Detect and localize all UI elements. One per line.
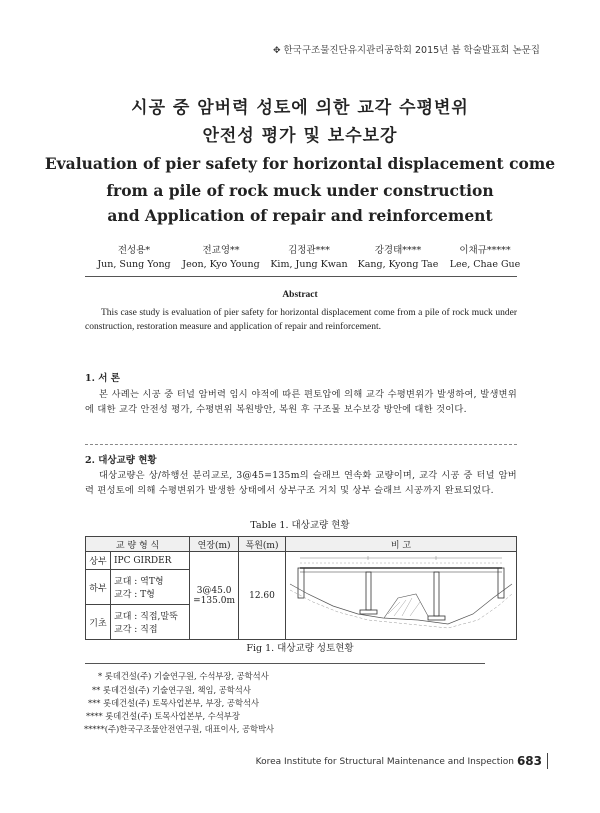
header-ornament-icon: ✥ [272,46,281,56]
author-name-en: Lee, Chae Gue [449,259,521,270]
header-text: 한국구조물진단유지관리공학회 2015년 봄 학술발표회 논문집 [283,45,540,56]
length-cell: 3@45.0 =135.0m [190,552,239,640]
footnote-divider [85,663,485,664]
running-header [273,42,540,56]
table-row [86,552,517,570]
author-name-en: Jun, Sung Yong [97,259,171,270]
author-name-ko: 전교영** [202,245,240,256]
section-1-body: 본 사례는 시공 중 터널 암버력 임시 야적에 따른 편토압에 의해 교각 수평변위가 발생하여, 발생변위에 대한 교각 안전성 평가, 수평변위 복원방안, 복원 후 구조물 보수보강 방안에 대한 것이다. [85,389,517,415]
footer-text: Korea Institute for Structural Maintenance and Inspection [255,757,514,767]
page-number: 683 [516,754,542,768]
english-title-line-2: from a pile of rock muck under construction [106,181,494,200]
korean-title-line-1: 시공 중 암버력 성토에 의한 교각 수평변위 [131,98,469,118]
desc-cell [111,570,190,605]
abstract-heading: Abstract [282,290,318,300]
author-name-en: Kang, Kyong Tae [357,259,439,270]
page-number-bar [547,753,548,769]
author-name-en: Kim, Jung Kwan [270,259,348,270]
divider [85,276,517,277]
author-name-ko: 김정관*** [288,245,330,256]
footnote: ** 롯데건설(주) 기술연구원, 책임, 공학석사 [92,685,251,695]
author-name-ko: 강경태**** [374,245,422,256]
english-title-line-1: Evaluation of pier safety for horizontal displacement come [44,154,556,173]
part-cell: 하부 [86,570,111,605]
desc-cell [111,605,190,640]
part-cell: 기초 [86,605,111,640]
table-header-row [86,537,517,552]
table-header-cell: 연장(m) [190,537,239,552]
desc-cell: IPC GIRDER [111,552,190,570]
section-2-body: 대상교량은 상/하행선 분리교로, 3@45=135m의 슬래브 연속화 교량이며, 교각 시공 중 터널 암버력 편성토에 의해 수평변위가 발생한 상태에서 상부구조 거치 및 상부 슬래브 시공까지 완료되었다. [85,470,517,496]
footnote: * 롯데건설(주) 기술연구원, 수석부장, 공학석사 [98,671,269,681]
footnote: *** 롯데건설(주) 토목사업본부, 부장, 공학석사 [88,698,259,708]
section-2-heading: 2. 대상교량 현황 [85,455,157,466]
abstract-body: This case study is evaluation of pier safety for horizontal displacement come from a pile of rock muck under construction, restoration measure and application of repair and reinforcement. [85,308,517,332]
footnote: *****(주)한국구조물안전연구원, 대표이사, 공학박사 [84,724,275,734]
desc-line: 교대 : 직접,말뚝 [114,612,178,623]
section-divider [85,444,517,445]
bridge-summary-table [85,536,517,640]
table-header-cell: 폭원(m) [239,537,286,552]
footnote: **** 롯데건설(주) 토목사업본부, 수석부장 [86,711,240,721]
section-drawing-cell [286,552,517,640]
author-name-en: Jeon, Kyo Young [182,259,260,270]
korean-title-line-2: 안전성 평가 및 보수보강 [202,126,398,146]
bridge-section-drawing [288,554,514,634]
table-caption: Table 1. 대상교량 현황 [250,520,350,531]
desc-line: 교대 : 역T형 [114,577,164,588]
table-header-cell: 비 고 [286,537,517,552]
desc-line: 교각 : 직접 [114,625,158,636]
section-1-heading: 1. 서 론 [85,373,120,384]
author-5 [430,242,540,270]
english-title-line-3: and Application of repair and reinforcement [107,206,493,225]
width-cell: 12.60 [239,552,286,640]
desc-line: 교각 : T형 [114,590,155,601]
author-name-ko: 이채규***** [459,245,511,256]
figure-caption: Fig 1. 대상교량 성토현황 [246,643,354,654]
table-header-cell: 교 량 형 식 [86,537,190,552]
part-cell: 상부 [86,552,111,570]
author-name-ko: 전성용* [117,245,151,256]
